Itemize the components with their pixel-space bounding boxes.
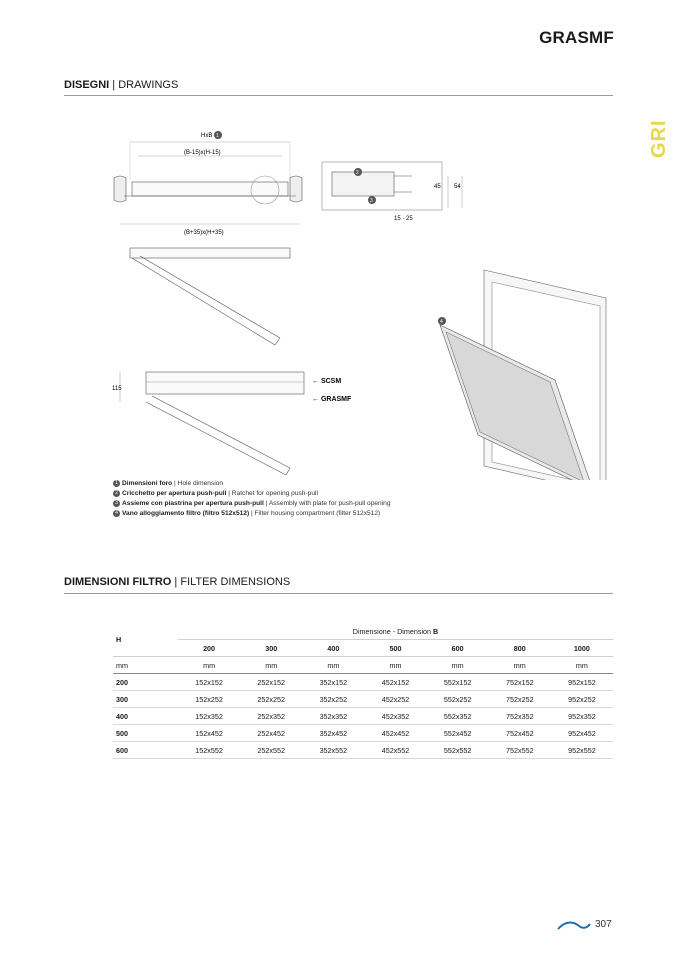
section-title-drawings: DISEGNI | DRAWINGS xyxy=(64,79,179,91)
section-title-rest: FILTER DIMENSIONS xyxy=(180,576,291,588)
table-row: 300 152x252 252x252 352x252 452x252 552x252 752x252 952x252 xyxy=(113,691,613,708)
legend-item-4: 4 Vano alloggiamento filtro (filtro 512x512) | Filter housing compartment (filter 512x512) xyxy=(113,509,380,518)
section-rule xyxy=(64,95,613,96)
filter-dimension-table xyxy=(113,623,613,759)
table-row: 600 152x552 252x552 352x552 452x552 552x552 752x552 952x552 xyxy=(113,742,613,759)
dim-inner: (B-15)x(H-15) xyxy=(184,150,221,156)
page-number: 307 xyxy=(595,919,612,930)
column-header: 400 xyxy=(302,640,364,657)
table-row: 200 152x152 252x152 352x152 452x152 552x152 752x152 952x152 xyxy=(113,674,613,691)
column-header: 1000 xyxy=(551,640,613,657)
brand-wave-icon xyxy=(557,918,591,932)
dim-115: 115 xyxy=(112,386,122,392)
label-grasmf: ← GRASMF xyxy=(312,396,352,403)
section-title-bold: DISEGNI xyxy=(64,79,110,91)
legend-item-3: 3 Assieme con piastrina per apertura push-pull | Assembly with plate for push-pull opening xyxy=(113,499,391,508)
dimension-header: Dimensione - Dimension B xyxy=(178,623,613,640)
legend-item-2: 2 Cricchetto per apertura push-pull | Ratchet for opening push-pull xyxy=(113,489,318,498)
table-row: 500 152x452 252x452 352x452 452x452 552x452 752x452 952x452 xyxy=(113,725,613,742)
callout-4: 4 xyxy=(440,319,443,325)
column-header: 500 xyxy=(364,640,426,657)
side-tab-label: GRI xyxy=(648,119,670,158)
column-header: 800 xyxy=(489,640,551,657)
column-header: 600 xyxy=(427,640,489,657)
dim-45: 45 xyxy=(434,184,441,190)
legend-item-1: 1 Dimensioni foro | Hole dimension xyxy=(113,479,223,488)
callout-2: 2 xyxy=(356,170,359,176)
section-title-filter: DIMENSIONI FILTRO | FILTER DIMENSIONS xyxy=(64,576,291,588)
product-title: GRASMF xyxy=(539,28,614,47)
technical-drawing xyxy=(100,120,630,480)
column-header: 200 xyxy=(178,640,240,657)
unit-row: mm mm mm mm mm mm mm mm xyxy=(113,657,613,674)
h-header: H xyxy=(113,623,178,657)
dim-outer: (B+35)x(H+35) xyxy=(184,230,224,236)
section-title-rest: DRAWINGS xyxy=(118,79,179,91)
section-title-bold: DIMENSIONI FILTRO xyxy=(64,576,172,588)
label-scsm: ← SCSM xyxy=(312,378,342,385)
callout-1: 1 xyxy=(216,133,219,139)
dim-54: 54 xyxy=(454,184,461,190)
side-tab xyxy=(644,119,677,168)
dim-hxb: HxB xyxy=(201,133,213,139)
dim-15-25: 15 · 25 xyxy=(394,216,413,222)
table-row: 400 152x352 252x352 352x352 452x352 552x352 752x352 952x352 xyxy=(113,708,613,725)
section-rule xyxy=(64,593,613,594)
column-header: 300 xyxy=(240,640,302,657)
callout-3: 3 xyxy=(370,198,373,204)
